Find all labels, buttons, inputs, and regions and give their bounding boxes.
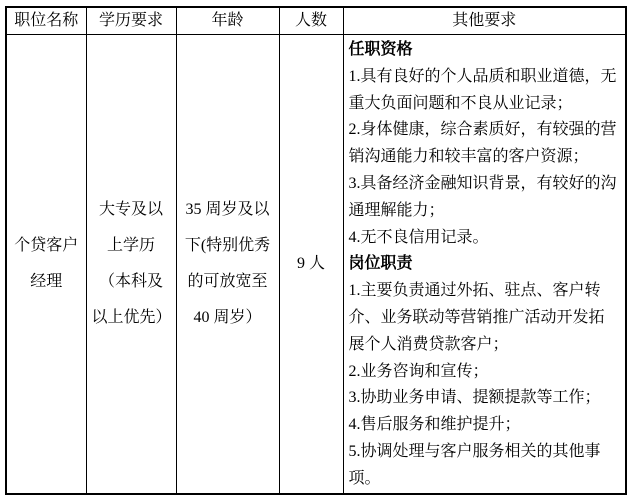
duty-section-title: 岗位职责 [348,255,413,273]
cell-age: 35 周岁及以下(特别优秀的可放宽至 40 周岁） [176,35,279,495]
duty-item: 4.售后服务和维护提升； [348,416,521,434]
cell-headcount: 9 人 [279,35,343,495]
header-age: 年龄 [176,7,279,35]
qualification-item: 3.具备经济金融知识背景，有较好的沟通理解能力； [348,174,617,219]
header-headcount: 人数 [279,7,343,35]
cell-education: 大专及以上学历（本科及以上优先） [86,35,176,495]
duty-item: 2.业务咨询和宣传； [348,362,489,380]
cell-other-requirements [343,35,626,495]
qualification-item: 4.无不良信用记录。 [348,228,489,246]
header-position: 职位名称 [6,7,86,35]
header-other-requirements: 其他要求 [343,7,626,35]
qualification-item: 2.身体健康，综合素质好，有较强的营销沟通能力和较丰富的客户资源； [348,121,617,166]
duty-item: 5.协调处理与客户服务相关的其他事项。 [348,442,601,487]
qualification-item: 1.具有良好的个人品质和职业道德，无重大负面问题和不良从业记录； [348,67,617,112]
job-requirements-table [5,6,627,495]
qualification-section-title: 任职资格 [348,41,413,58]
table-row [6,35,626,495]
cell-position: 个贷客户经理 [6,35,86,495]
duty-item: 1.主要负责通过外拓、驻点、客户转介、业务联动等营销推广活动开发拓展个人消费贷款客户； [348,282,605,353]
header-education: 学历要求 [86,7,176,35]
header-row [6,7,626,35]
duty-item: 3.协助业务申请、提额提款等工作； [348,389,601,407]
